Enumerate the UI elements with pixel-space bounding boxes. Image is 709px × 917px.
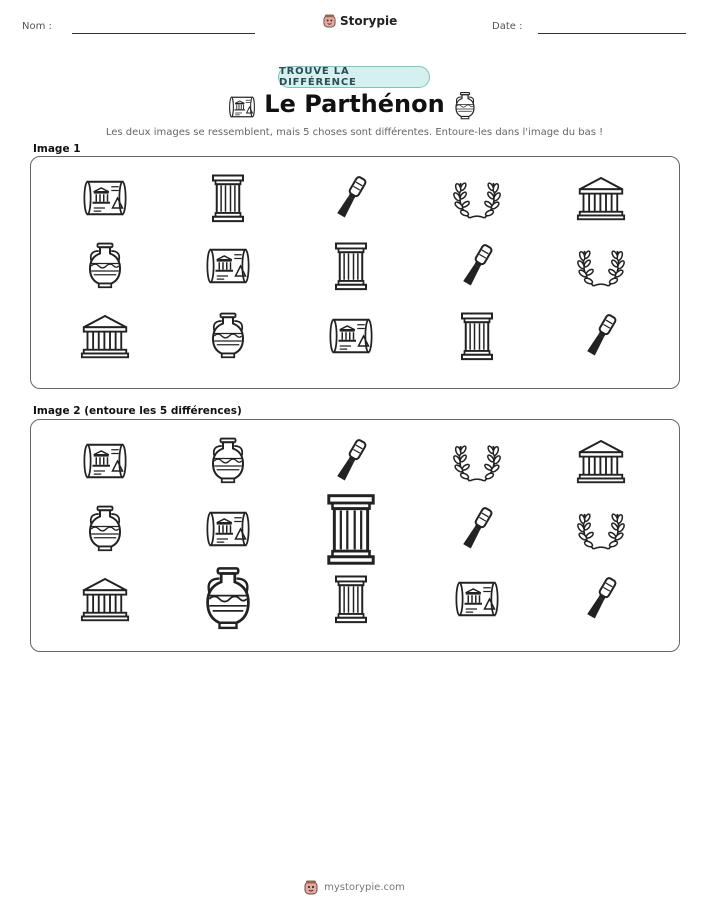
- chisel-icon[interactable]: [452, 241, 502, 291]
- chisel-icon[interactable]: [576, 574, 626, 624]
- footer: [0, 880, 709, 895]
- image1-label: Image 1: [33, 143, 81, 155]
- scroll-plan-icon[interactable]: [452, 574, 502, 624]
- scroll-plan-icon[interactable]: [203, 504, 253, 554]
- date-line[interactable]: [538, 33, 686, 34]
- temple-icon[interactable]: [80, 574, 130, 624]
- temple-icon[interactable]: [80, 311, 130, 361]
- amphora-icon: [450, 91, 480, 121]
- amphora-icon[interactable]: [203, 436, 253, 486]
- laurel-wreath-icon[interactable]: [576, 504, 626, 554]
- laurel-wreath-icon[interactable]: [576, 241, 626, 291]
- image1-panel[interactable]: [30, 156, 680, 389]
- column-icon[interactable]: [326, 574, 376, 624]
- column-icon[interactable]: [452, 311, 502, 361]
- scroll-plan-icon[interactable]: [80, 436, 130, 486]
- chisel-icon[interactable]: [576, 311, 626, 361]
- chisel-icon[interactable]: [326, 436, 376, 486]
- image2-label: Image 2 (entoure les 5 différences): [33, 405, 242, 417]
- column-icon[interactable]: [326, 241, 376, 291]
- temple-icon[interactable]: [576, 436, 626, 486]
- column-icon[interactable]: [203, 173, 253, 223]
- instructions: Les deux images se ressemblent, mais 5 choses sont différentes. Entoure-les dans l'image du bas !: [105, 127, 604, 138]
- amphora-icon[interactable]: [194, 565, 262, 633]
- activity-badge: TROUVE LA DIFFÉRENCE: [278, 66, 430, 88]
- amphora-icon[interactable]: [203, 311, 253, 361]
- amphora-icon[interactable]: [80, 504, 130, 554]
- date-label: Date :: [492, 21, 523, 32]
- name-line[interactable]: [72, 33, 255, 34]
- brand-name: Storypie: [340, 14, 398, 28]
- chisel-icon[interactable]: [326, 173, 376, 223]
- page-title: Le Parthénon: [264, 90, 445, 118]
- brand: [323, 14, 397, 28]
- name-label: Nom :: [22, 21, 52, 32]
- scroll-plan-icon[interactable]: [326, 311, 376, 361]
- storypie-logo-icon: [323, 14, 336, 28]
- footer-url[interactable]: mystorypie.com: [324, 882, 405, 893]
- chisel-icon[interactable]: [452, 504, 502, 554]
- laurel-wreath-icon[interactable]: [452, 436, 502, 486]
- storypie-logo-icon: [304, 880, 318, 895]
- scroll-plan-icon[interactable]: [80, 173, 130, 223]
- laurel-wreath-icon[interactable]: [452, 173, 502, 223]
- temple-icon[interactable]: [576, 173, 626, 223]
- scroll-plan-icon[interactable]: [203, 241, 253, 291]
- column-icon[interactable]: [314, 492, 388, 566]
- image2-panel[interactable]: [30, 419, 680, 652]
- amphora-icon[interactable]: [80, 241, 130, 291]
